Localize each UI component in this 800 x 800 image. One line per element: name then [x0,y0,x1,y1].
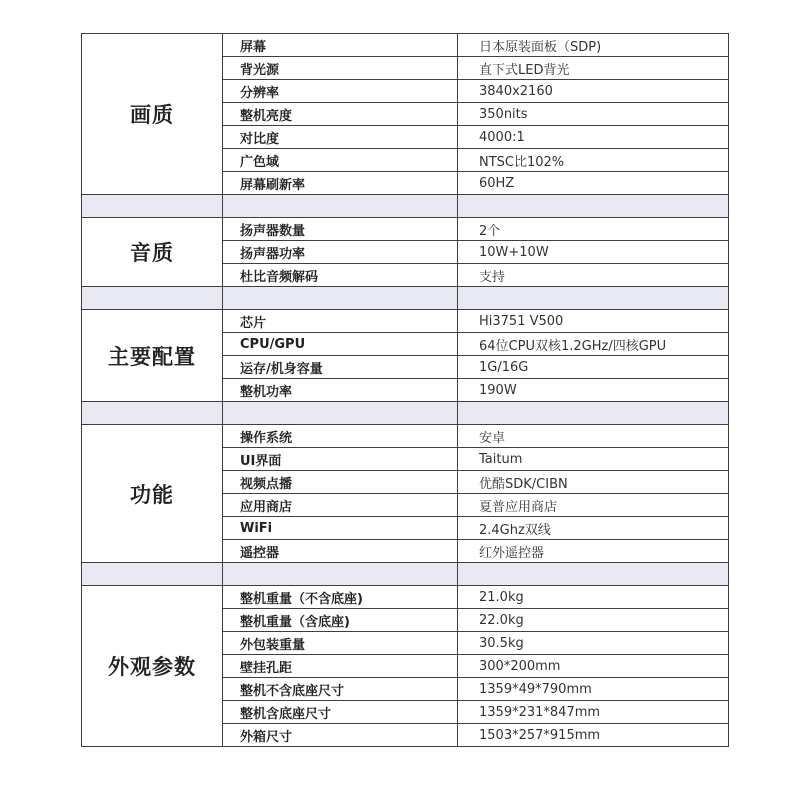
section-spacer-row [82,402,729,425]
spec-label: 应用商店 [223,494,458,517]
spacer-cell [82,287,223,310]
spec-label: 遥控器 [223,540,458,563]
spec-value: 优酷SDK/CIBN [458,471,729,494]
spec-label: 整机重量（含底座) [223,609,458,632]
spec-label: 分辨率 [223,80,458,103]
spec-row [82,310,729,333]
spacer-cell [82,195,223,218]
spec-label: 屏幕 [223,34,458,57]
spec-label: 壁挂孔距 [223,655,458,678]
spec-value: 21.0kg [458,586,729,609]
spacer-cell [458,402,729,425]
spec-label: 杜比音频解码 [223,264,458,287]
spec-value: 4000:1 [458,126,729,149]
spec-value: 安卓 [458,425,729,448]
spec-value: 1503*257*915mm [458,724,729,747]
spec-label: 整机不含底座尺寸 [223,678,458,701]
spec-value: 64位CPU双核1.2GHz/四核GPU [458,333,729,356]
spec-value: 1G/16G [458,356,729,379]
spec-value: 350nits [458,103,729,126]
spec-value: 直下式LED背光 [458,57,729,80]
spacer-cell [223,402,458,425]
spacer-cell [223,563,458,586]
spec-value: 190W [458,379,729,402]
spec-value: Hi3751 V500 [458,310,729,333]
section-spacer-row [82,563,729,586]
spec-label: 整机含底座尺寸 [223,701,458,724]
spec-row [82,218,729,241]
category-label: 功能 [82,425,223,563]
spec-label: CPU/GPU [223,333,458,356]
spacer-cell [223,195,458,218]
spec-label: 整机亮度 [223,103,458,126]
spec-label: 扬声器数量 [223,218,458,241]
spec-value: 2.4Ghz双线 [458,517,729,540]
spec-table [81,33,729,747]
spec-value: NTSC比102% [458,149,729,172]
spacer-cell [458,287,729,310]
spec-label: WiFi [223,517,458,540]
spec-value: 10W+10W [458,241,729,264]
spec-label: 芯片 [223,310,458,333]
spec-row [82,425,729,448]
spec-label: 整机重量（不含底座) [223,586,458,609]
spec-value: 日本原装面板（SDP) [458,34,729,57]
spec-label: 背光源 [223,57,458,80]
spec-row [82,586,729,609]
spec-value: 300*200mm [458,655,729,678]
spacer-cell [458,563,729,586]
spacer-cell [82,402,223,425]
section-spacer-row [82,287,729,310]
category-label: 音质 [82,218,223,287]
spec-label: 外箱尺寸 [223,724,458,747]
spec-value: 22.0kg [458,609,729,632]
spec-value: Taitum [458,448,729,471]
spec-row [82,34,729,57]
spec-label: 广色域 [223,149,458,172]
spec-value: 2个 [458,218,729,241]
spec-value: 30.5kg [458,632,729,655]
spec-label: 视频点播 [223,471,458,494]
section-spacer-row [82,195,729,218]
spec-value: 60HZ [458,172,729,195]
category-label: 外观参数 [82,586,223,747]
category-label: 主要配置 [82,310,223,402]
spec-value: 3840x2160 [458,80,729,103]
spec-table-body [82,34,729,747]
spec-value: 支持 [458,264,729,287]
spec-value: 红外遥控器 [458,540,729,563]
spacer-cell [82,563,223,586]
spec-label: UI界面 [223,448,458,471]
spec-label: 外包装重量 [223,632,458,655]
spacer-cell [458,195,729,218]
spec-label: 运存/机身容量 [223,356,458,379]
spec-label: 整机功率 [223,379,458,402]
spec-label: 操作系统 [223,425,458,448]
spacer-cell [223,287,458,310]
spec-label: 屏幕刷新率 [223,172,458,195]
spec-value: 夏普应用商店 [458,494,729,517]
category-label: 画质 [82,34,223,195]
spec-label: 扬声器功率 [223,241,458,264]
spec-value: 1359*49*790mm [458,678,729,701]
spec-value: 1359*231*847mm [458,701,729,724]
spec-label: 对比度 [223,126,458,149]
